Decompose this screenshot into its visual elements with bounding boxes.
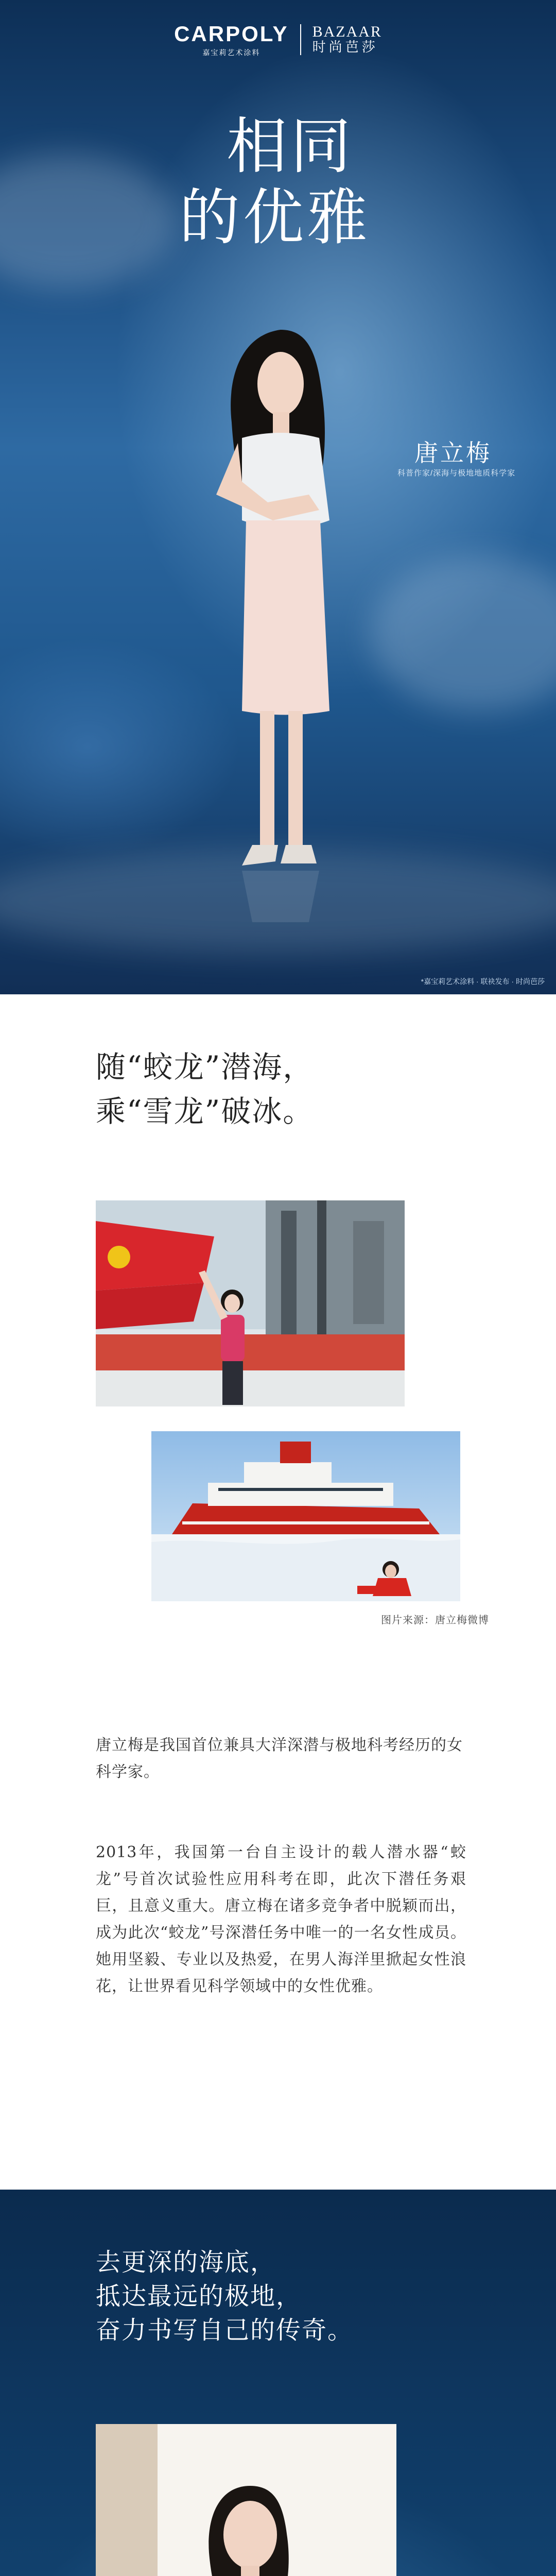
hero-title-line2: 的优雅 [179, 182, 371, 253]
legend-heading [96, 2245, 353, 2347]
legend-heading-line3: 奋力书写自己的传奇。 [96, 2316, 354, 2345]
reading-portrait-photo [96, 2424, 396, 2576]
carpoly-wordmark: CARPOLY [174, 22, 289, 46]
icebreaker-photo [151, 1431, 460, 1601]
ocean-section [0, 994, 556, 2190]
carpoly-subtitle: 嘉宝莉艺术涂料 [202, 48, 260, 57]
ocean-heading-line1: 随“蛟龙”潜海， [96, 1049, 314, 1084]
person-name: 唐立梅 [414, 439, 492, 467]
person-role: 科普作家/深海与极地地质科学家 [397, 469, 516, 478]
bazaar-cn-name: 时尚芭莎 [312, 40, 378, 55]
legend-section [0, 2190, 556, 2576]
hero-credit: *嘉宝莉艺术涂料 · 联袂发布 · 时尚芭莎 [421, 977, 545, 986]
ocean-heading-line2: 乘“雪龙”破冰。 [96, 1094, 314, 1129]
legend-heading-line2: 抵达最远的极地， [96, 2282, 302, 2311]
ocean-paragraph-2: 2013年，我国第一台自主设计的载人潜水器“蛟龙”号首次试验性应用科考在即，此次下潜任务艰巨，且意义重大。唐立梅在诸多竞争者中脱颖而出，成为此次“蛟龙”号深潜任务中唯一的一名女性成员。她用坚毅、专业以及热爱，在男人海洋里掀起女性浪花，让世界看见科学领域中的女性优雅。 [96, 1843, 466, 1995]
ocean-paragraph-1: 唐立梅是我国首位兼具大洋深潜与极地科考经历的女科学家。 [96, 1736, 463, 1781]
legend-heading-line1: 去更深的海底， [96, 2248, 276, 2277]
portrait-figure [0, 0, 556, 994]
ocean-heading [96, 1045, 314, 1133]
hero-title-line1: 相同 [227, 111, 355, 182]
ocean-photo-caption: 图片来源：唐立梅微博 [381, 1614, 489, 1626]
ship-deck-photo [96, 1200, 405, 1406]
hero-section [0, 0, 556, 994]
bazaar-wordmark: BAZAAR [312, 23, 382, 40]
